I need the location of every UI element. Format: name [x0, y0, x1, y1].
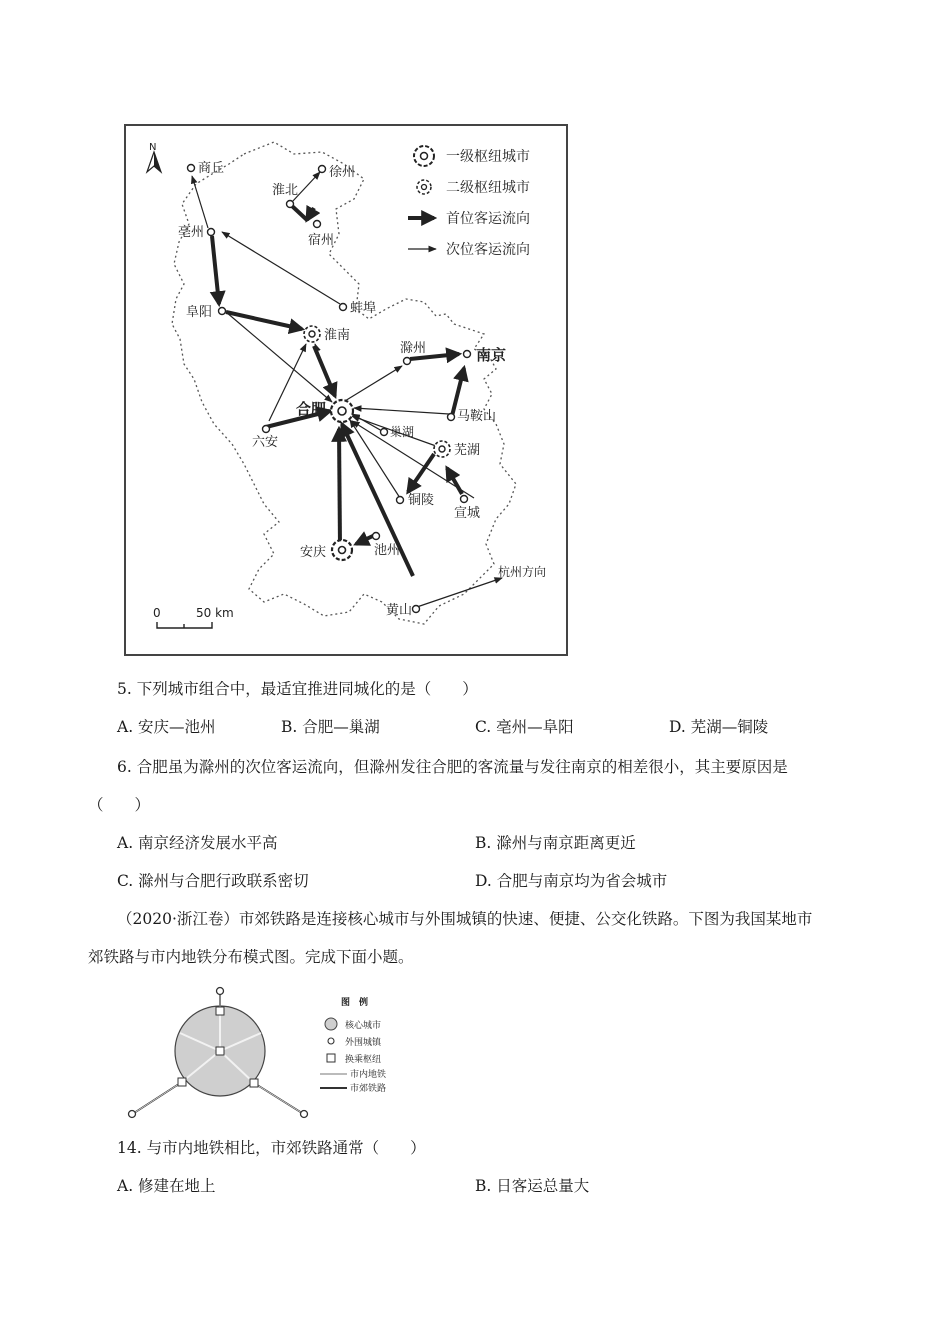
city-marker-chaohu: [381, 429, 388, 436]
rail-legend: [320, 996, 386, 1094]
city-marker-huangshan: [413, 606, 420, 613]
question-6-option-d: D. 合肥与南京均为省会城市: [475, 872, 668, 890]
city-marker-xuzhou: [319, 166, 326, 173]
city-marker-suzhou: [314, 221, 321, 228]
rail-legend-core-city: 核心城市: [345, 1021, 382, 1031]
label-bozhou: 亳州: [178, 225, 205, 240]
city-marker-chuzhou: [404, 358, 411, 365]
legend-level2: 二级枢纽城市: [446, 180, 530, 196]
question-14-option-a: A. 修建在地上: [117, 1177, 216, 1195]
passage-line-2: 郊铁路与市内地铁分布模式图。完成下面小题。: [88, 948, 414, 966]
label-huangshan: 黄山: [386, 603, 413, 618]
question-6-stem-continued: （ ）: [88, 796, 151, 814]
city-marker-tongling: [397, 497, 404, 504]
legend-secondary-flow: 次位客运流向: [446, 242, 530, 258]
question-5-option-a: A. 安庆—池州: [117, 718, 216, 736]
label-suzhou: 宿州: [308, 233, 335, 248]
label-shangqiu: 商丘: [198, 161, 225, 176]
label-xuzhou: 徐州: [329, 165, 356, 180]
city-marker-bengbu: [340, 304, 347, 311]
rail-legend-outer-town: 外围城镇: [345, 1038, 382, 1048]
label-huaibei: 淮北: [272, 183, 299, 198]
label-anqing: 安庆: [300, 545, 327, 560]
label-nanjing: 南京: [476, 346, 507, 364]
question-14-option-b: B. 日客运总量大: [475, 1177, 590, 1195]
label-maanshan: 马鞍山: [457, 409, 497, 424]
label-tongling: 铜陵: [408, 493, 435, 508]
label-chizhou: 池州: [374, 543, 401, 558]
label-hefei: 合肥: [296, 400, 327, 418]
question-5-option-c: C. 亳州—阜阳: [475, 718, 574, 736]
city-marker-luan: [263, 426, 270, 433]
city-marker-chizhou: [373, 533, 380, 540]
legend-primary-flow: 首位客运流向: [446, 211, 530, 227]
suburban-rail-model-figure: [120, 985, 420, 1120]
label-chaohu: 巢湖: [390, 425, 415, 439]
question-14-stem: 14. 与市内地铁相比，市郊铁路通常（ ）: [117, 1139, 426, 1157]
rail-legend-metro: 市内地铁: [350, 1070, 387, 1080]
question-6-option-b: B. 滁州与南京距离更近: [475, 834, 636, 852]
city-marker-xuancheng: [461, 496, 468, 503]
label-luan: 六安: [252, 435, 279, 450]
label-huainan: 淮南: [324, 328, 351, 343]
passage-line-1: （2020·浙江卷）市郊铁路是连接核心城市与外围城镇的快速、便捷、公交化铁路。下图为我国某地市: [117, 910, 813, 928]
scale-distance: 50 km: [196, 606, 234, 620]
city-marker-shangqiu: [188, 165, 195, 172]
rail-legend-title: 图 例: [341, 998, 369, 1008]
city-marker-huaibei: [287, 201, 294, 208]
label-fuyang: 阜阳: [186, 305, 213, 320]
north-label: N: [149, 142, 157, 153]
city-marker-maanshan: [448, 414, 455, 421]
anhui-passenger-flow-map: [124, 124, 568, 656]
label-chuzhou: 滁州: [400, 341, 427, 356]
question-6-stem: 6. 合肥虽为滁州的次位客运流向，但滁州发往合肥的客流量与发往南京的相差很小，其主要原因是: [117, 758, 788, 776]
question-6-option-a: A. 南京经济发展水平高: [117, 834, 278, 852]
legend-level1: 一级枢纽城市: [446, 149, 530, 165]
question-6-option-c: C. 滁州与合肥行政联系密切: [117, 872, 309, 890]
label-hangzhou: 杭州方向: [498, 565, 547, 579]
question-5-stem: 5. 下列城市组合中，最适宜推进同城化的是（ ）: [117, 680, 478, 698]
question-5-option-d: D. 芜湖—铜陵: [669, 718, 769, 736]
label-wuhu: 芜湖: [454, 443, 481, 458]
label-xuancheng: 宣城: [454, 506, 481, 521]
rail-legend-suburban-rail: 市郊铁路: [350, 1084, 387, 1094]
scale-zero: 0: [153, 606, 161, 620]
city-marker-fuyang: [219, 308, 226, 315]
city-marker-nanjing: [464, 351, 471, 358]
rail-legend-transfer-hub: 换乘枢纽: [345, 1055, 382, 1065]
city-marker-bozhou: [208, 229, 215, 236]
label-bengbu: 蚌埠: [350, 301, 377, 316]
question-5-option-b: B. 合肥—巢湖: [281, 718, 380, 736]
